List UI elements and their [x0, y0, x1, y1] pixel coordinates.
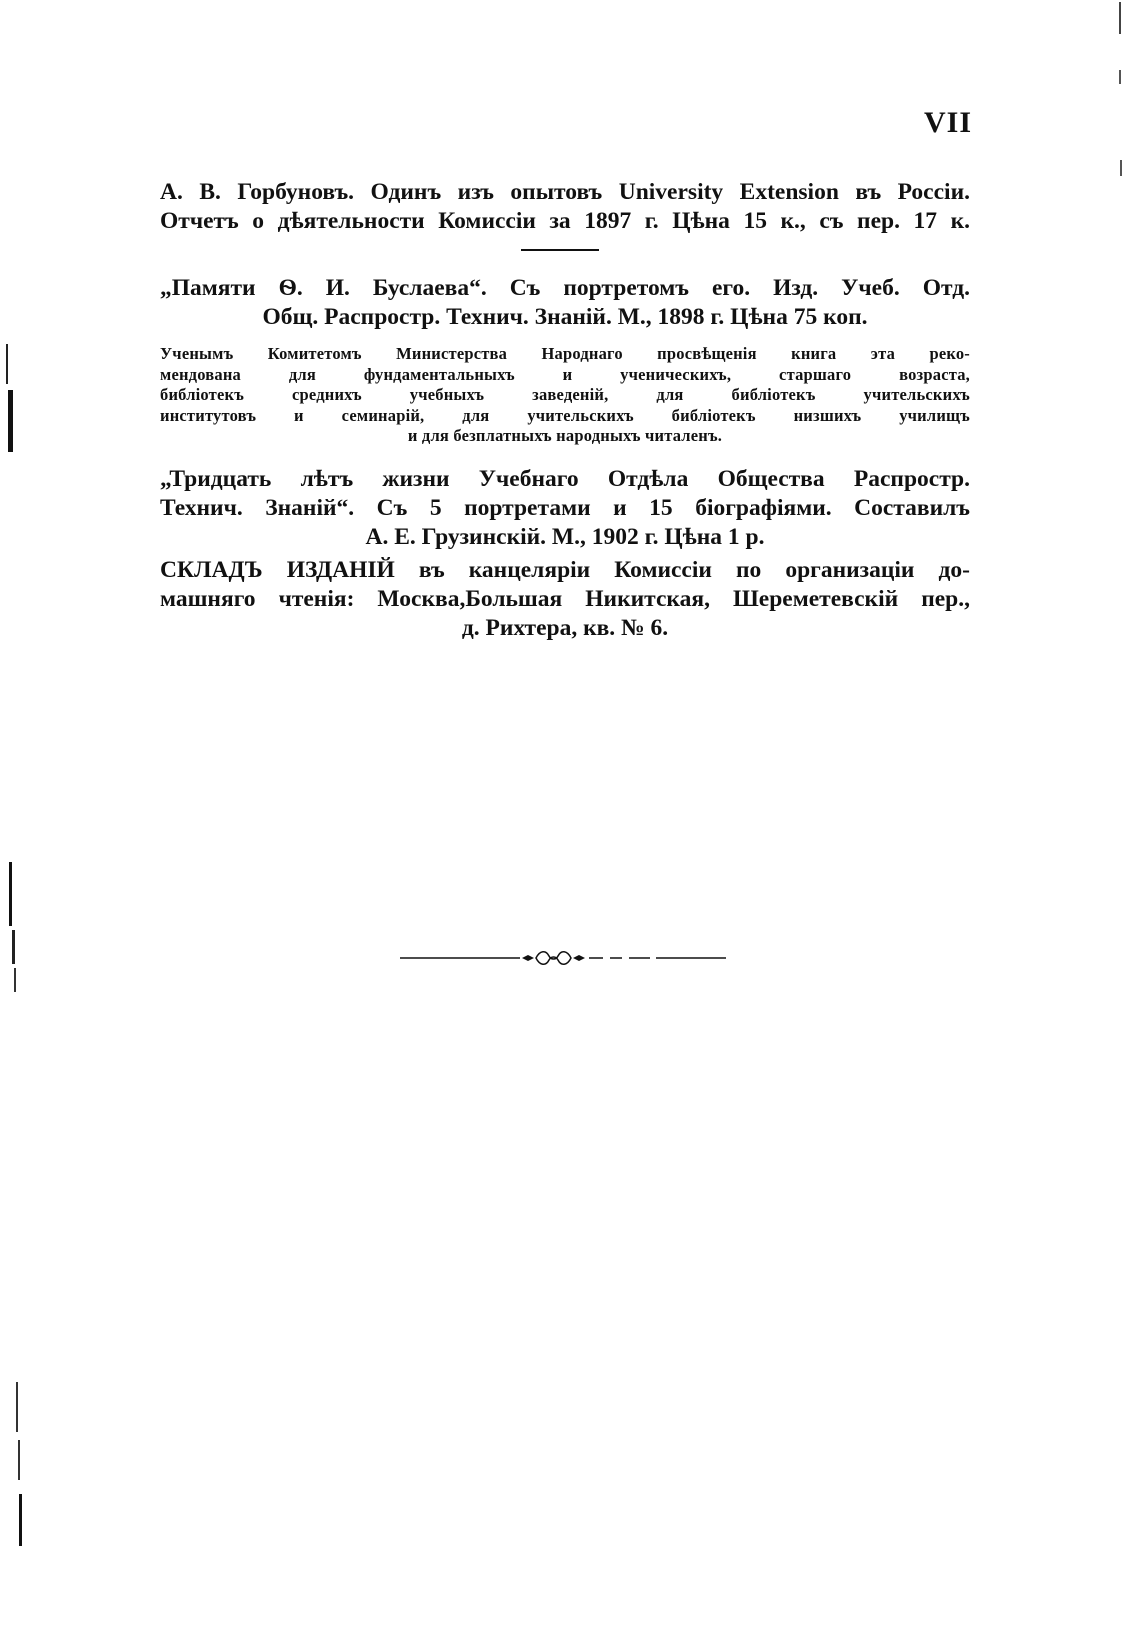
warehouse-notice: [160, 556, 970, 643]
entry-line: „Памяти Ѳ. И. Буслаева“. Съ портретомъ его. Изд. Учеб. Отд.: [160, 275, 970, 301]
note-line: институтовъ и семинарій, для учительскихъ библіотекъ низшихъ училищъ: [160, 405, 970, 425]
entry-line: СКЛАДЪ ИЗДАНІЙ въ канцеляріи Комиссіи по организаціи до-: [160, 557, 970, 583]
note-line: Ученымъ Комитетомъ Министерства Народнаго просвѣщенія книга эта реко-: [160, 344, 970, 363]
entry-line: „Тридцать лѣтъ жизни Учебнаго Отдѣла Общества Распростр.: [160, 466, 970, 492]
entry-line: машняго чтенія: Москва,Большая Никитская, Шереметевскій пер.,: [160, 586, 970, 612]
entry-line: А. Е. Грузинскій. М., 1902 г. Цѣна 1 р.: [365, 524, 765, 550]
entry-line: Общ. Распростр. Технич. Знаній. М., 1898 г. Цѣна 75 коп.: [262, 304, 868, 330]
ornamental-divider: [400, 946, 726, 970]
note-line: библіотекъ среднихъ учебныхъ заведеній, для библіотекъ учительскихъ: [160, 385, 970, 404]
entry-line: Отчетъ о дѣятельности Комиссіи за 1897 г. Цѣна 15 к., съ пер. 17 к.: [160, 208, 970, 234]
entry-line: А. В. Горбуновъ. Одинъ изъ опытовъ University Extension въ Россіи.: [160, 179, 970, 205]
book-entry-buslaev: [160, 274, 970, 332]
recommendation-note: [160, 344, 970, 447]
book-entry-gorbunov: [160, 178, 970, 236]
section-divider: [521, 249, 599, 251]
scan-edge-marks-right: [1108, 0, 1138, 260]
entry-line: Технич. Знаній“. Съ 5 портретами и 15 біографіями. Составилъ: [160, 495, 970, 521]
scan-edge-marks: [0, 0, 40, 1628]
entry-line: д. Рихтера, кв. № 6.: [461, 615, 669, 641]
note-line: мендована для фундаментальныхъ и ученическихъ, старшаго возраста,: [160, 364, 970, 384]
note-line: и для безплатныхъ народныхъ читаленъ.: [407, 426, 723, 445]
book-entry-thirty-years: [160, 465, 970, 552]
page-number: VII: [923, 106, 972, 139]
